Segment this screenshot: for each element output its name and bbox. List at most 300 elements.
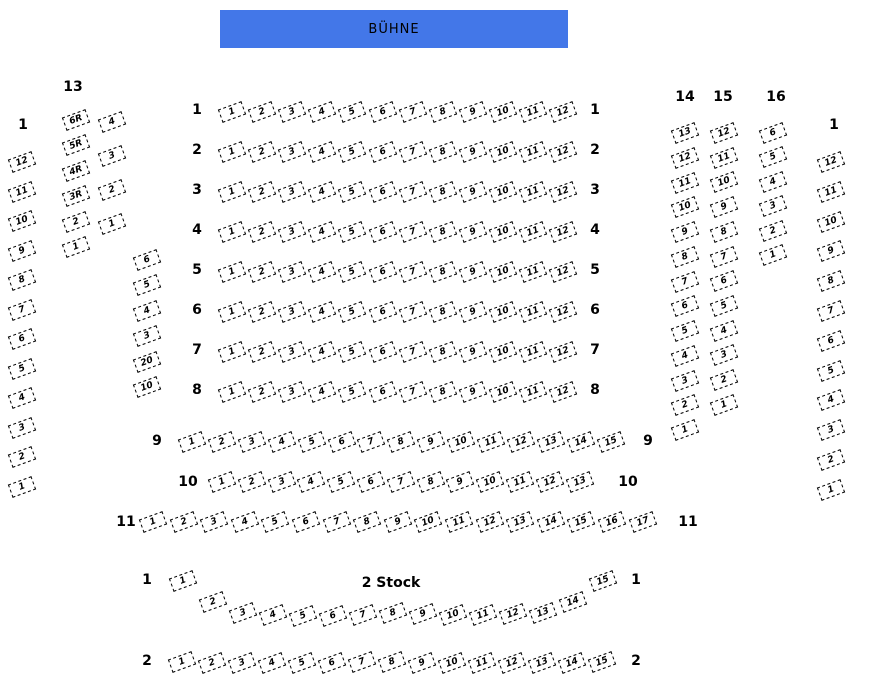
seat-stock2-row-2-7[interactable] bbox=[348, 651, 376, 673]
seat-stock2-row-2-2[interactable] bbox=[198, 652, 226, 674]
seat-row-6-8[interactable] bbox=[429, 301, 457, 323]
seat-box-13-inner-6R[interactable] bbox=[62, 109, 90, 131]
seat-number: 10 bbox=[445, 607, 461, 622]
seat-row-7-11[interactable] bbox=[519, 341, 547, 363]
seat-row-9-5[interactable] bbox=[297, 431, 325, 453]
seat-col-14-10[interactable] bbox=[671, 196, 699, 218]
seat-row-3-6[interactable] bbox=[368, 181, 396, 203]
seat-box-13-outer-2[interactable] bbox=[98, 179, 126, 201]
seat-row-11-1[interactable] bbox=[139, 511, 167, 533]
seat-number: 12 bbox=[504, 655, 520, 670]
seat-number: 12 bbox=[677, 150, 693, 165]
seat-gallery-left-2[interactable] bbox=[8, 446, 36, 468]
seat-row-8-10[interactable] bbox=[489, 381, 517, 403]
seat-row-7-2[interactable] bbox=[248, 341, 276, 363]
seat-row-11-4[interactable] bbox=[231, 511, 259, 533]
seat-stock2-row-2-11[interactable] bbox=[468, 652, 496, 674]
seat-col-16-2[interactable] bbox=[759, 220, 787, 242]
seat-row-2-4[interactable] bbox=[308, 141, 336, 163]
seat-gallery-right-8[interactable] bbox=[817, 270, 845, 292]
seat-col-14-13[interactable] bbox=[671, 122, 699, 144]
seat-number: 6 bbox=[328, 609, 338, 622]
seat-stock2-row-1-7[interactable] bbox=[349, 604, 377, 626]
seat-col-15-6[interactable] bbox=[710, 270, 738, 292]
seat-number: 4 bbox=[17, 391, 27, 404]
seat-row-1-2[interactable] bbox=[248, 101, 276, 123]
seat-row-6-9[interactable] bbox=[459, 301, 487, 323]
seat-row-6-11[interactable] bbox=[519, 301, 547, 323]
row-label-2-right: 2 bbox=[590, 142, 600, 158]
seat-row-6-7[interactable] bbox=[398, 301, 426, 323]
seat-row-7-10[interactable] bbox=[489, 341, 517, 363]
seat-gallery-left-10[interactable] bbox=[8, 210, 36, 232]
seat-number: 4 bbox=[317, 305, 327, 318]
seat-row-11-10[interactable] bbox=[414, 511, 442, 533]
seat-box-13-inner-2[interactable] bbox=[62, 211, 90, 233]
seat-col-14-7[interactable] bbox=[671, 271, 699, 293]
seat-stock2-row-1-12[interactable] bbox=[499, 603, 527, 625]
seat-row-10-2[interactable] bbox=[238, 471, 266, 493]
seat-row-10-5[interactable] bbox=[327, 471, 355, 493]
seat-row-3-5[interactable] bbox=[338, 181, 366, 203]
seat-row-8-9[interactable] bbox=[459, 381, 487, 403]
seat-row-5-2[interactable] bbox=[248, 261, 276, 283]
seat-gallery-right-10[interactable] bbox=[817, 211, 845, 233]
seat-number: 5 bbox=[297, 656, 307, 669]
seat-row-11-9[interactable] bbox=[384, 511, 412, 533]
seat-row-11-6[interactable] bbox=[292, 511, 320, 533]
seat-col-14-2[interactable] bbox=[671, 394, 699, 416]
seat-col-14-12[interactable] bbox=[671, 147, 699, 169]
seat-row-8-6[interactable] bbox=[368, 381, 396, 403]
seat-col-16-6[interactable] bbox=[759, 122, 787, 144]
seat-row-10-1[interactable] bbox=[208, 471, 236, 493]
seat-row-3-12[interactable] bbox=[549, 181, 577, 203]
seat-row-3-7[interactable] bbox=[398, 181, 426, 203]
seat-number: 6 bbox=[377, 305, 387, 318]
seat-stock2-row-1-10[interactable] bbox=[439, 604, 467, 626]
seat-gallery-right-6[interactable] bbox=[817, 330, 845, 352]
seat-box-13-outer-3[interactable] bbox=[98, 145, 126, 167]
seat-row-4-11[interactable] bbox=[519, 221, 547, 243]
seat-row-8-12[interactable] bbox=[549, 381, 577, 403]
seat-number: 4 bbox=[317, 105, 327, 118]
seat-row-5-5[interactable] bbox=[338, 261, 366, 283]
seat-row-1-1[interactable] bbox=[218, 101, 246, 123]
seat-row-2-1[interactable] bbox=[218, 141, 246, 163]
seat-gallery-left-9[interactable] bbox=[8, 240, 36, 262]
seat-col-15-12[interactable] bbox=[710, 122, 738, 144]
seat-row-7-3[interactable] bbox=[278, 341, 306, 363]
seat-row-1-8[interactable] bbox=[429, 101, 457, 123]
seat-stock2-row-1-13[interactable] bbox=[529, 602, 557, 624]
col-label-15: 15 bbox=[713, 89, 733, 105]
seat-row-9-3[interactable] bbox=[238, 431, 266, 453]
seat-box-13-outer-4[interactable] bbox=[98, 111, 126, 133]
seat-row-9-11[interactable] bbox=[477, 431, 505, 453]
seat-number: 14 bbox=[572, 434, 589, 449]
seat-row-9-13[interactable] bbox=[537, 431, 565, 453]
seat-number: 11 bbox=[525, 144, 541, 159]
seat-row-2-8[interactable] bbox=[429, 141, 457, 163]
seat-row-1-5[interactable] bbox=[338, 101, 366, 123]
seat-gallery-left-3[interactable] bbox=[8, 417, 36, 439]
seat-row-8-11[interactable] bbox=[519, 381, 547, 403]
seat-row-10-10[interactable] bbox=[476, 471, 504, 493]
seat-row-1-10[interactable] bbox=[489, 101, 517, 123]
seat-number: 10 bbox=[495, 264, 511, 279]
seat-stock2-row-2-1[interactable] bbox=[168, 651, 196, 673]
seat-row-10-8[interactable] bbox=[416, 471, 444, 493]
seat-stock2-row-1-8[interactable] bbox=[379, 602, 407, 624]
seat-col-16-5[interactable] bbox=[759, 147, 787, 169]
seat-row-1-9[interactable] bbox=[459, 101, 487, 123]
seat-number: 5 bbox=[347, 105, 357, 118]
seat-number: 7 bbox=[407, 345, 418, 358]
seat-row-4-1[interactable] bbox=[218, 221, 246, 243]
seat-row-4-8[interactable] bbox=[429, 221, 457, 243]
seat-number: 2 bbox=[207, 656, 217, 669]
seat-row-5-9[interactable] bbox=[459, 261, 487, 283]
seat-row-11-7[interactable] bbox=[322, 511, 350, 533]
seat-row-10-4[interactable] bbox=[297, 471, 325, 493]
seat-row-8-4[interactable] bbox=[308, 381, 336, 403]
seat-row-6-6[interactable] bbox=[368, 301, 396, 323]
seat-col-14-8[interactable] bbox=[671, 246, 699, 268]
seat-row-6-10[interactable] bbox=[489, 301, 517, 323]
seat-row-1-4[interactable] bbox=[308, 101, 336, 123]
seat-row-1-7[interactable] bbox=[398, 101, 426, 123]
seat-stock2-row-1-6[interactable] bbox=[319, 605, 347, 627]
seat-row-1-6[interactable] bbox=[368, 101, 396, 123]
seat-number: 5 bbox=[347, 345, 357, 358]
seat-number: 5 bbox=[298, 609, 308, 622]
seat-stock2-row-2-6[interactable] bbox=[318, 652, 346, 674]
seat-stock2-row-2-10[interactable] bbox=[438, 652, 466, 674]
seat-gallery-left-1[interactable] bbox=[8, 476, 36, 498]
seat-col-15-9[interactable] bbox=[710, 196, 738, 218]
seat-col-15-11[interactable] bbox=[710, 147, 738, 169]
seat-row-11-11[interactable] bbox=[445, 511, 473, 533]
seat-stock2-row-1-14[interactable] bbox=[559, 591, 587, 613]
seat-number: 2 bbox=[257, 385, 267, 398]
seat-row-1-11[interactable] bbox=[519, 101, 547, 123]
seat-row-6-1[interactable] bbox=[218, 301, 246, 323]
row-label-8-left: 8 bbox=[192, 382, 202, 398]
seat-row-9-8[interactable] bbox=[387, 431, 415, 453]
seat-row-2-5[interactable] bbox=[338, 141, 366, 163]
seat-row-8-2[interactable] bbox=[248, 381, 276, 403]
seat-number: 13 bbox=[677, 125, 693, 140]
seat-row-11-17[interactable] bbox=[628, 511, 656, 533]
seat-col-14-4[interactable] bbox=[671, 345, 699, 367]
seat-number: 6 bbox=[327, 656, 337, 669]
seat-side-left-10[interactable] bbox=[133, 376, 161, 398]
seat-stock2-row-2-5[interactable] bbox=[288, 652, 316, 674]
seat-row-11-2[interactable] bbox=[169, 511, 197, 533]
seat-row-5-12[interactable] bbox=[549, 261, 577, 283]
seat-row-7-1[interactable] bbox=[218, 341, 246, 363]
seat-box-13-inner-3R[interactable] bbox=[62, 185, 90, 207]
seat-row-5-6[interactable] bbox=[368, 261, 396, 283]
seat-row-4-6[interactable] bbox=[368, 221, 396, 243]
seat-row-4-12[interactable] bbox=[549, 221, 577, 243]
seat-row-10-7[interactable] bbox=[387, 471, 415, 493]
seat-stock2-row-1-1[interactable] bbox=[169, 570, 197, 592]
seat-number: 10 bbox=[495, 104, 511, 119]
seat-stock2-row-2-3[interactable] bbox=[228, 652, 256, 674]
seat-number: 3 bbox=[287, 345, 297, 358]
seat-stock2-row-1-4[interactable] bbox=[259, 604, 287, 626]
seat-row-5-8[interactable] bbox=[429, 261, 457, 283]
seat-row-6-12[interactable] bbox=[549, 301, 577, 323]
seat-row-2-2[interactable] bbox=[248, 141, 276, 163]
seat-number: 12 bbox=[555, 344, 571, 359]
seat-row-2-3[interactable] bbox=[278, 141, 306, 163]
seat-number: 3 bbox=[246, 435, 257, 448]
seat-box-13-inner-4R[interactable] bbox=[62, 160, 90, 182]
seat-row-11-5[interactable] bbox=[261, 511, 289, 533]
seat-row-4-3[interactable] bbox=[278, 221, 306, 243]
seat-row-3-9[interactable] bbox=[459, 181, 487, 203]
seat-number: 3 bbox=[287, 145, 297, 158]
seat-number: 4 bbox=[317, 225, 327, 238]
seat-row-6-2[interactable] bbox=[248, 301, 276, 323]
seat-row-7-12[interactable] bbox=[549, 341, 577, 363]
seat-row-5-1[interactable] bbox=[218, 261, 246, 283]
seat-stock2-row-1-2[interactable] bbox=[199, 591, 227, 613]
seat-row-7-8[interactable] bbox=[429, 341, 457, 363]
seat-row-9-7[interactable] bbox=[357, 431, 385, 453]
seat-number: 7 bbox=[331, 515, 342, 528]
seat-col-16-1[interactable] bbox=[759, 244, 787, 266]
seat-row-10-3[interactable] bbox=[267, 471, 295, 493]
seat-row-11-16[interactable] bbox=[598, 511, 626, 533]
seat-col-14-11[interactable] bbox=[671, 172, 699, 194]
seat-stock2-row-2-14[interactable] bbox=[558, 652, 586, 674]
seat-box-13-inner-5R[interactable] bbox=[62, 135, 90, 157]
seat-number: 20 bbox=[139, 354, 155, 368]
seat-col-15-4[interactable] bbox=[710, 320, 738, 342]
seat-number: 8 bbox=[425, 475, 436, 488]
seat-row-9-9[interactable] bbox=[417, 431, 445, 453]
seat-number: 1 bbox=[227, 265, 237, 278]
seat-row-3-10[interactable] bbox=[489, 181, 517, 203]
seat-row-6-3[interactable] bbox=[278, 301, 306, 323]
seat-gallery-left-6[interactable] bbox=[8, 328, 36, 350]
seat-number: 6 bbox=[377, 105, 387, 118]
seat-row-1-3[interactable] bbox=[278, 101, 306, 123]
seat-stock2-row-1-3[interactable] bbox=[229, 602, 257, 624]
seat-row-5-10[interactable] bbox=[489, 261, 517, 283]
seat-box-13-outer-1[interactable] bbox=[98, 213, 126, 235]
seat-row-3-8[interactable] bbox=[429, 181, 457, 203]
seat-row-10-13[interactable] bbox=[565, 471, 593, 493]
seat-row-1-12[interactable] bbox=[549, 101, 577, 123]
seat-number: 2 bbox=[71, 215, 81, 227]
seat-row-6-4[interactable] bbox=[308, 301, 336, 323]
seat-number: 2 bbox=[257, 185, 267, 198]
seat-row-3-3[interactable] bbox=[278, 181, 306, 203]
seat-row-10-9[interactable] bbox=[446, 471, 474, 493]
seat-row-10-6[interactable] bbox=[357, 471, 385, 493]
seat-row-7-7[interactable] bbox=[398, 341, 426, 363]
seat-number: 1 bbox=[227, 385, 237, 398]
seat-number: 13 bbox=[543, 434, 559, 449]
seat-number: 10 bbox=[677, 199, 693, 214]
seat-row-10-11[interactable] bbox=[506, 471, 534, 493]
seat-row-2-7[interactable] bbox=[398, 141, 426, 163]
seat-number: 1 bbox=[719, 398, 729, 410]
seat-row-11-13[interactable] bbox=[506, 511, 534, 533]
seat-row-11-8[interactable] bbox=[353, 511, 381, 533]
seat-row-3-11[interactable] bbox=[519, 181, 547, 203]
seat-col-14-3[interactable] bbox=[671, 370, 699, 392]
seat-box-13-inner-1[interactable] bbox=[62, 236, 90, 258]
seat-row-11-15[interactable] bbox=[567, 511, 595, 533]
seat-row-9-15[interactable] bbox=[596, 431, 624, 453]
seat-stock2-row-1-9[interactable] bbox=[409, 603, 437, 625]
seat-number: 8 bbox=[437, 345, 448, 358]
seat-number: 7 bbox=[407, 185, 418, 198]
seat-stock2-row-1-15[interactable] bbox=[589, 570, 617, 592]
seat-row-9-6[interactable] bbox=[327, 431, 355, 453]
seat-row-4-9[interactable] bbox=[459, 221, 487, 243]
seat-row-6-5[interactable] bbox=[338, 301, 366, 323]
seat-row-2-9[interactable] bbox=[459, 141, 487, 163]
seat-stock2-row-2-15[interactable] bbox=[588, 651, 616, 673]
seat-gallery-right-3[interactable] bbox=[817, 419, 845, 441]
seat-gallery-right-5[interactable] bbox=[817, 360, 845, 382]
seat-number: 9 bbox=[467, 265, 478, 278]
seat-row-5-7[interactable] bbox=[398, 261, 426, 283]
seat-row-8-3[interactable] bbox=[278, 381, 306, 403]
seat-number: 2 bbox=[257, 105, 267, 118]
seat-row-8-8[interactable] bbox=[429, 381, 457, 403]
seat-col-16-3[interactable] bbox=[759, 195, 787, 217]
seat-col-15-10[interactable] bbox=[710, 172, 738, 194]
seat-number: 2 bbox=[826, 453, 836, 466]
seat-side-left-6[interactable] bbox=[133, 249, 161, 271]
seat-row-9-1[interactable] bbox=[178, 431, 206, 453]
seat-row-9-14[interactable] bbox=[567, 431, 595, 453]
seat-row-9-10[interactable] bbox=[447, 431, 475, 453]
seat-gallery-right-4[interactable] bbox=[817, 390, 845, 412]
seat-gallery-left-7[interactable] bbox=[8, 299, 36, 321]
seat-side-left-5[interactable] bbox=[133, 275, 161, 297]
seat-gallery-left-11[interactable] bbox=[8, 181, 36, 203]
seat-number: 11 bbox=[525, 264, 541, 279]
seat-col-15-3[interactable] bbox=[710, 344, 738, 366]
seat-row-4-5[interactable] bbox=[338, 221, 366, 243]
seat-number: 6 bbox=[377, 385, 387, 398]
seat-row-4-4[interactable] bbox=[308, 221, 336, 243]
seat-number: 7 bbox=[407, 145, 418, 158]
seat-row-10-12[interactable] bbox=[536, 471, 564, 493]
seat-row-11-14[interactable] bbox=[537, 511, 565, 533]
seat-stock2-row-2-8[interactable] bbox=[378, 651, 406, 673]
seat-stock2-row-2-13[interactable] bbox=[528, 652, 556, 674]
seat-row-11-3[interactable] bbox=[200, 511, 228, 533]
seat-row-2-10[interactable] bbox=[489, 141, 517, 163]
seat-row-5-4[interactable] bbox=[308, 261, 336, 283]
seat-row-7-5[interactable] bbox=[338, 341, 366, 363]
seat-row-2-11[interactable] bbox=[519, 141, 547, 163]
seat-col-14-5[interactable] bbox=[671, 320, 699, 342]
seat-gallery-right-1[interactable] bbox=[817, 479, 845, 501]
seat-col-15-2[interactable] bbox=[710, 369, 738, 391]
seat-gallery-right-11[interactable] bbox=[817, 181, 845, 203]
seat-row-7-6[interactable] bbox=[368, 341, 396, 363]
seat-side-left-20[interactable] bbox=[133, 351, 161, 373]
seat-row-5-11[interactable] bbox=[519, 261, 547, 283]
seat-gallery-right-12[interactable] bbox=[817, 151, 845, 173]
seat-col-14-1[interactable] bbox=[671, 419, 699, 441]
seat-gallery-right-7[interactable] bbox=[817, 300, 845, 322]
seat-gallery-left-8[interactable] bbox=[8, 269, 36, 291]
seat-stock2-row-1-5[interactable] bbox=[289, 605, 317, 627]
seat-col-14-9[interactable] bbox=[671, 221, 699, 243]
seat-number: 9 bbox=[467, 105, 478, 118]
seat-col-14-6[interactable] bbox=[671, 295, 699, 317]
seat-row-8-7[interactable] bbox=[398, 381, 426, 403]
seat-row-7-4[interactable] bbox=[308, 341, 336, 363]
seat-col-15-8[interactable] bbox=[710, 221, 738, 243]
seat-row-7-9[interactable] bbox=[459, 341, 487, 363]
seat-row-3-4[interactable] bbox=[308, 181, 336, 203]
seat-row-9-4[interactable] bbox=[268, 431, 296, 453]
seat-stock2-row-1-11[interactable] bbox=[469, 604, 497, 626]
seat-row-8-1[interactable] bbox=[218, 381, 246, 403]
seat-number: 1 bbox=[227, 225, 237, 238]
seat-row-9-12[interactable] bbox=[507, 431, 535, 453]
seat-gallery-left-4[interactable] bbox=[8, 387, 36, 409]
seat-row-3-1[interactable] bbox=[218, 181, 246, 203]
seat-gallery-right-9[interactable] bbox=[817, 241, 845, 263]
seat-side-left-3[interactable] bbox=[133, 325, 161, 347]
seat-gallery-left-12[interactable] bbox=[8, 151, 36, 173]
seat-row-8-5[interactable] bbox=[338, 381, 366, 403]
seat-row-4-10[interactable] bbox=[489, 221, 517, 243]
seat-gallery-left-5[interactable] bbox=[8, 358, 36, 380]
seat-stock2-row-2-12[interactable] bbox=[498, 652, 526, 674]
seat-number: 6 bbox=[336, 435, 346, 448]
seat-number: 11 bbox=[14, 184, 30, 198]
seat-row-4-7[interactable] bbox=[398, 221, 426, 243]
row-label-11-right: 11 bbox=[678, 514, 698, 530]
seat-gallery-right-2[interactable] bbox=[817, 449, 845, 471]
seat-row-9-2[interactable] bbox=[208, 431, 236, 453]
seat-stock2-row-2-9[interactable] bbox=[408, 652, 436, 674]
seat-row-11-12[interactable] bbox=[475, 511, 503, 533]
seat-number: 9 bbox=[467, 185, 478, 198]
seat-number: 3 bbox=[238, 606, 248, 619]
seat-number: 10 bbox=[495, 144, 511, 159]
seat-col-15-5[interactable] bbox=[710, 295, 738, 317]
seat-row-2-12[interactable] bbox=[549, 141, 577, 163]
seat-row-3-2[interactable] bbox=[248, 181, 276, 203]
seat-number: 2 bbox=[257, 265, 267, 278]
seat-row-4-2[interactable] bbox=[248, 221, 276, 243]
seat-number: 5 bbox=[826, 364, 836, 376]
seat-stock2-row-2-4[interactable] bbox=[258, 652, 286, 674]
seat-col-16-4[interactable] bbox=[759, 171, 787, 193]
seat-row-5-3[interactable] bbox=[278, 261, 306, 283]
seat-col-15-1[interactable] bbox=[710, 394, 738, 416]
seat-row-2-6[interactable] bbox=[368, 141, 396, 163]
seat-col-15-7[interactable] bbox=[710, 246, 738, 268]
seat-side-left-4[interactable] bbox=[133, 300, 161, 322]
